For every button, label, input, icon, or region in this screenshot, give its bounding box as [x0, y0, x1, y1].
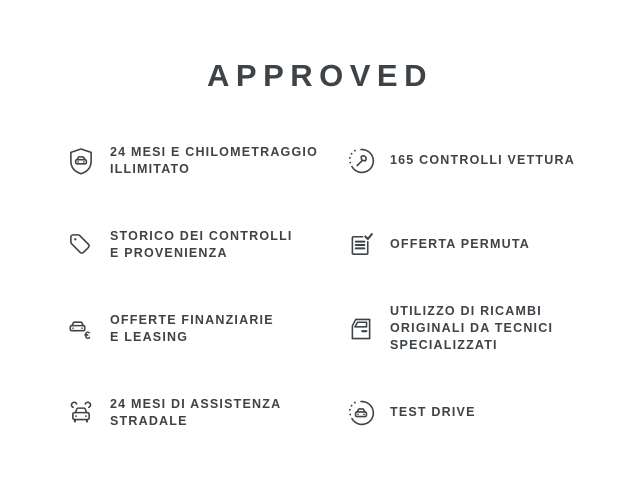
price-tag-icon: [66, 230, 96, 260]
roadside-assistance-icon: [66, 398, 96, 428]
benefit-label: [390, 152, 575, 169]
page-title: APPROVED: [207, 58, 433, 93]
benefit-label: [110, 312, 274, 346]
benefit-item-vehicle-checks: [346, 119, 640, 203]
benefit-item-test-drive: [346, 371, 640, 455]
benefit-line: 165 CONTROLLI VETTURA: [390, 153, 575, 168]
benefit-item-original-parts: [346, 287, 640, 371]
benefit-label: [390, 404, 476, 421]
benefit-line: ILLIMITATO: [110, 161, 191, 176]
benefit-line: ORIGINALI DA TECNICI: [390, 321, 554, 336]
benefit-item-finance: [66, 287, 346, 371]
inspection-gauge-icon: [346, 146, 376, 176]
car-door-icon: [346, 314, 376, 344]
benefit-line: UTILIZZO DI RICAMBI: [390, 304, 542, 319]
benefit-line: E LEASING: [110, 329, 189, 344]
svg-text:€: €: [84, 329, 91, 342]
benefits-grid: [66, 119, 640, 455]
benefit-line: 24 MESI DI ASSISTENZA: [110, 396, 282, 411]
benefit-line: OFFERTE FINANZIARIE: [110, 312, 274, 327]
shield-car-icon: [66, 146, 96, 176]
test-drive-icon: [346, 398, 376, 428]
benefit-line: OFFERTA PERMUTA: [390, 237, 530, 252]
benefit-line: E PROVENIENZA: [110, 245, 228, 260]
benefit-label: [110, 228, 293, 262]
benefit-line: STORICO DEI CONTROLLI: [110, 228, 293, 243]
benefit-item-trade-in: [346, 203, 640, 287]
benefit-line: STRADALE: [110, 413, 188, 428]
benefit-line: SPECIALIZZATI: [390, 338, 498, 353]
benefit-item-warranty: [66, 119, 346, 203]
benefit-label: [110, 144, 318, 178]
benefit-item-history: [66, 203, 346, 287]
car-euro-icon: [66, 314, 96, 344]
benefit-label: [390, 303, 553, 354]
benefit-line: TEST DRIVE: [390, 405, 476, 420]
benefit-label: [110, 396, 281, 430]
benefit-line: 24 MESI E CHILOMETRAGGIO: [110, 144, 318, 159]
document-check-icon: [346, 230, 376, 260]
benefit-label: [390, 236, 530, 253]
benefit-item-roadside: [66, 371, 346, 455]
